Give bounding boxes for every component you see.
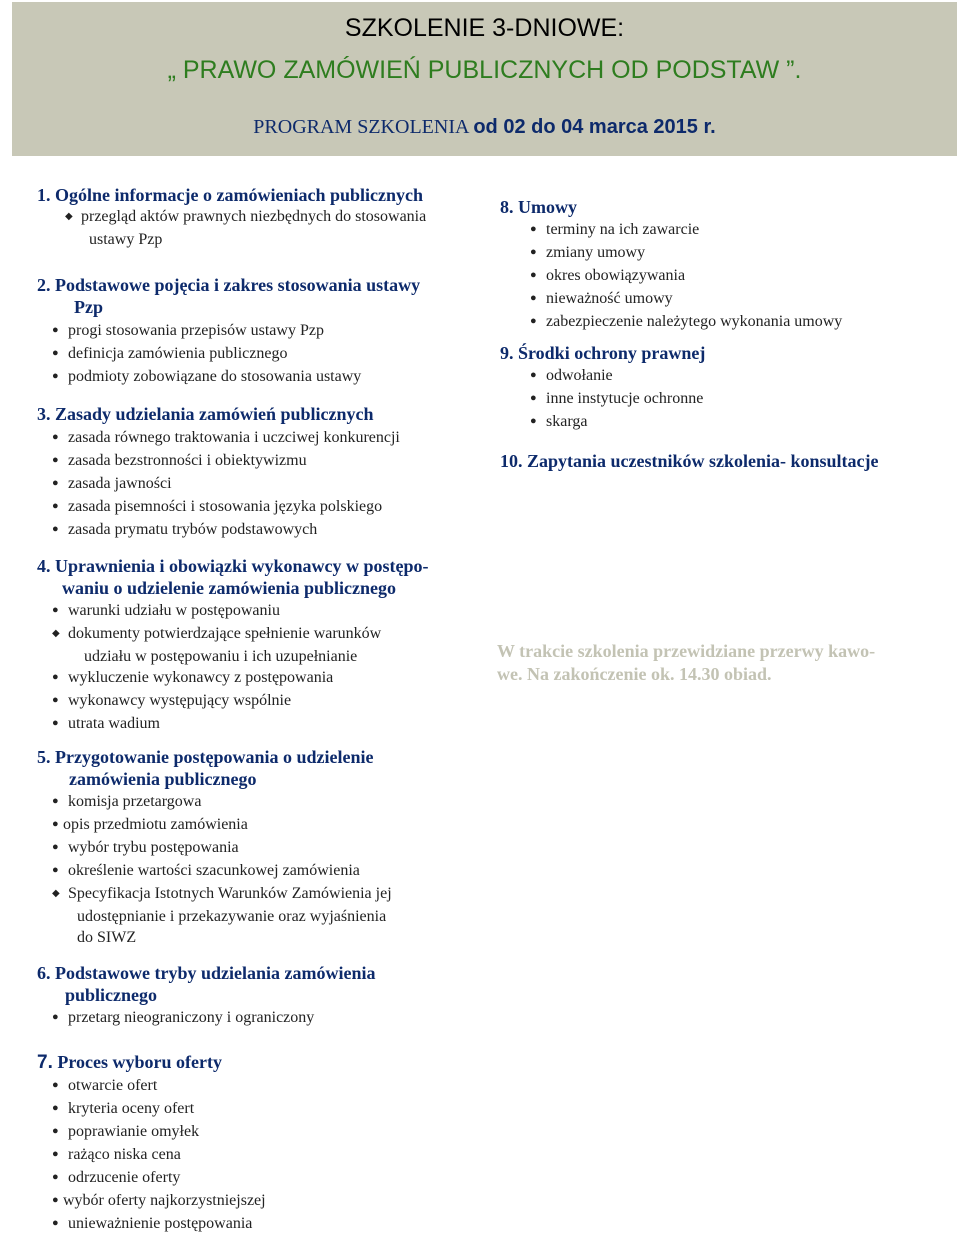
bullet-icon [52, 860, 68, 883]
section-3 [37, 403, 400, 542]
section-1-title: 1. Ogólne informacje o zamówieniach publicznych [37, 185, 423, 205]
bullet-icon [52, 667, 68, 690]
bullet-icon [52, 1007, 68, 1030]
list-item: ●zmiany umowy [530, 242, 842, 265]
section-9-title: 9. Środki ochrony prawnej [500, 343, 706, 363]
list-item: ●otwarcie ofert [52, 1075, 266, 1098]
bullet-icon [52, 713, 68, 736]
bullet-icon [52, 366, 68, 389]
bullet-icon [52, 791, 68, 814]
bullet-icon [52, 814, 63, 837]
list-item: ◆dokumenty potwierdzające spełnienie warunków [52, 623, 429, 646]
section-7-number: 7. [37, 1052, 53, 1073]
bullet-icon [52, 320, 68, 343]
bullet-icon [52, 450, 68, 473]
list-item: ●utrata wadium [52, 713, 429, 736]
section-7-title [37, 1051, 266, 1074]
section-6 [37, 962, 375, 1030]
list-item: ◆Specyfikacja Istotnych Warunków Zamówienia jej [52, 883, 392, 906]
bullet-icon [52, 623, 68, 646]
bullet-icon [530, 265, 546, 288]
list-item: ●progi stosowania przepisów ustawy Pzp [52, 320, 420, 343]
list-item: ●definicja zamówienia publicznego [52, 343, 420, 366]
break-note-line1: W trakcie szkolenia przewidziane przerwy kawo- [497, 641, 876, 661]
bullet-icon [52, 883, 68, 906]
section-2-title-cont: Pzp [74, 297, 103, 317]
list-item: ●zasada pisemności i stosowania języka polskiego [52, 496, 400, 519]
section-3-title: 3. Zasady udzielania zamówień publicznych [37, 404, 374, 424]
break-note [497, 640, 947, 686]
bullet-icon [530, 365, 546, 388]
section-7-title-text: Proces wyboru oferty [57, 1052, 222, 1072]
bullet-icon [52, 600, 68, 623]
list-item: ●wykonawcy występujący wspólnie [52, 690, 429, 713]
list-item: ●odrzucenie oferty [52, 1167, 266, 1190]
section-1 [37, 184, 426, 250]
list-item: ●zasada prymatu trybów podstawowych [52, 519, 400, 542]
section-2 [37, 274, 420, 389]
header-program-label: PROGRAM SZKOLENIA [253, 116, 474, 138]
header-line3 [12, 116, 957, 139]
list-item: ●rażąco niska cena [52, 1144, 266, 1167]
bullet-icon [530, 219, 546, 242]
list-item: ●zabezpieczenie należytego wykonania umowy [530, 311, 842, 334]
bullet-icon [52, 519, 68, 542]
section-4-title: 4. Uprawnienia i obowiązki wykonawcy w postępo- [37, 556, 429, 576]
bullet-icon [52, 473, 68, 496]
list-item: ●zasada równego traktowania i uczciwej konkurencji [52, 427, 400, 450]
section-4 [37, 555, 429, 736]
bullet-icon [52, 1167, 68, 1190]
bullet-icon [52, 343, 68, 366]
list-item: ●inne instytucje ochronne [530, 388, 705, 411]
bullet-icon [52, 496, 68, 519]
section-6-title: 6. Podstawowe tryby udzielania zamówienia [37, 963, 376, 983]
section-6-title-cont: publicznego [65, 985, 158, 1005]
list-item-continuation: udziału w postępowaniu i ich uzupełnianie [84, 648, 358, 665]
list-item: ●komisja przetargowa [52, 791, 392, 814]
list-item: ●terminy na ich zawarcie [530, 219, 842, 242]
bullet-icon [530, 242, 546, 265]
list-item: ●unieważnienie postępowania [52, 1213, 266, 1236]
list-item: ●wybór oferty najkorzystniejszej [52, 1190, 266, 1213]
section-9 [500, 342, 705, 434]
bullet-icon [530, 388, 546, 411]
list-item-continuation: do SIWZ [77, 929, 137, 946]
header-dates: od 02 do 04 marca 2015 r. [473, 116, 716, 138]
list-item: ●kryteria oceny ofert [52, 1098, 266, 1121]
list-item: ●warunki udziału w postępowaniu [52, 600, 429, 623]
list-item: ●zasada bezstronności i obiektywizmu [52, 450, 400, 473]
list-item: ●podmioty zobowiązane do stosowania ustawy [52, 366, 420, 389]
bullet-icon [52, 1075, 68, 1098]
list-item-continuation: ustawy Pzp [89, 231, 163, 248]
list-item: ●przetarg nieograniczony i ograniczony [52, 1007, 375, 1030]
list-item: ●opis przedmiotu zamówienia [52, 814, 392, 837]
list-item: ●okres obowiązywania [530, 265, 842, 288]
section-5-title: 5. Przygotowanie postępowania o udzielenie [37, 747, 374, 767]
bullet-icon [52, 1098, 68, 1121]
section-8 [500, 196, 842, 334]
list-item: ◆przegląd aktów prawnych niezbędnych do stosowania [65, 206, 426, 229]
list-item: ●nieważność umowy [530, 288, 842, 311]
bullet-icon [52, 690, 68, 713]
bullet-icon [65, 206, 81, 229]
bullet-icon [530, 311, 546, 334]
list-item: ●określenie wartości szacunkowej zamówienia [52, 860, 392, 883]
section-7 [37, 1051, 266, 1236]
header-line2: „ PRAWO ZAMÓWIEŃ PUBLICZNYCH OD PODSTAW ”. [167, 56, 802, 84]
section-10-title: 10. Zapytania uczestników szkolenia- konsultacje [500, 451, 879, 471]
section-5-title-cont: zamówienia publicznego [69, 769, 257, 789]
section-10 [500, 450, 879, 472]
section-8-title: 8. Umowy [500, 197, 577, 217]
header-banner [12, 2, 957, 156]
bullet-icon [52, 1213, 68, 1236]
list-item-continuation: udostępnianie i przekazywanie oraz wyjaśnienia [77, 908, 387, 925]
list-item: ●zasada jawności [52, 473, 400, 496]
bullet-icon [530, 288, 546, 311]
list-item: ●wykluczenie wykonawcy z postępowania [52, 667, 429, 690]
list-item: ●poprawianie omyłek [52, 1121, 266, 1144]
break-note-line2: we. Na zakończenie ok. 14.30 obiad. [497, 664, 772, 684]
bullet-icon [52, 837, 68, 860]
bullet-icon [52, 1144, 68, 1167]
list-item: ●wybór trybu postępowania [52, 837, 392, 860]
bullet-icon [52, 1121, 68, 1144]
section-5 [37, 746, 392, 948]
header-line1: SZKOLENIE 3-DNIOWE: [344, 14, 625, 42]
bullet-icon [52, 1190, 63, 1213]
list-item: ●skarga [530, 411, 705, 434]
bullet-icon [530, 411, 546, 434]
section-2-title: 2. Podstawowe pojęcia i zakres stosowania ustawy [37, 275, 421, 295]
section-4-title-cont: waniu o udzielenie zamówienia publicznego [62, 578, 397, 598]
list-item: ●odwołanie [530, 365, 705, 388]
bullet-icon [52, 427, 68, 450]
